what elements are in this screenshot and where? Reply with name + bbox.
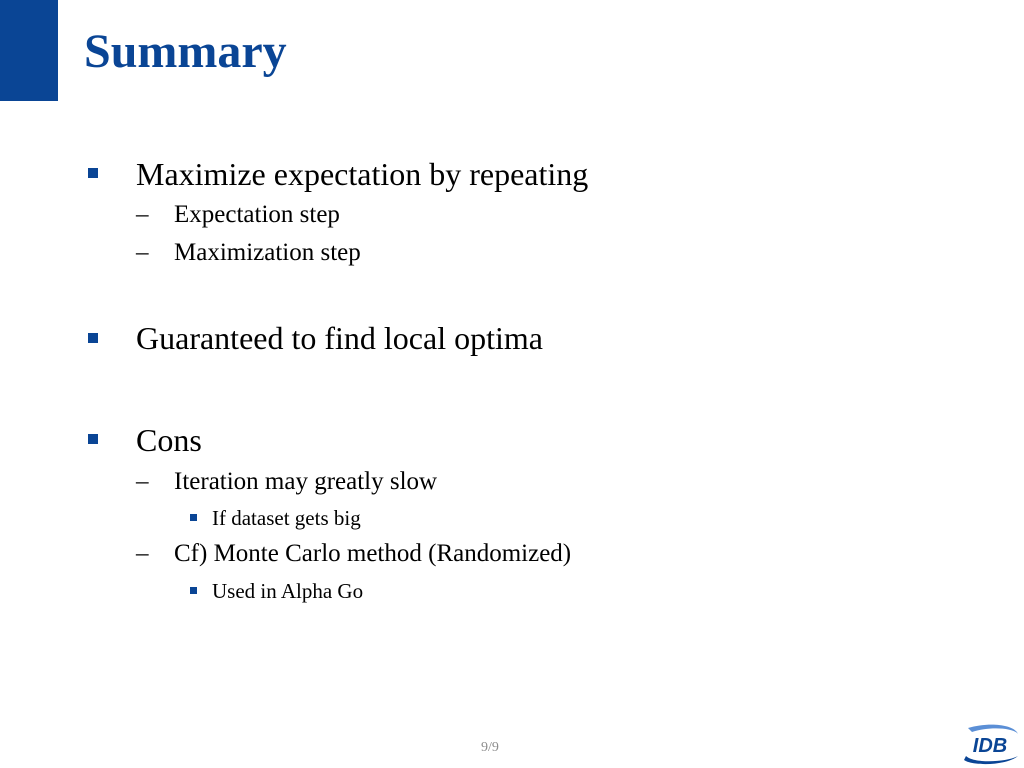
logo-text: IDB bbox=[972, 735, 1008, 757]
dash-bullet-icon: – bbox=[136, 540, 149, 567]
idb-logo-icon bbox=[958, 720, 1022, 768]
page-number: 9/9 bbox=[481, 740, 499, 755]
slide-title: Summary bbox=[84, 25, 287, 78]
square-bullet-icon bbox=[190, 587, 197, 594]
bullet-level1: Maximize expectation by repeating bbox=[136, 156, 589, 192]
dash-bullet-icon: – bbox=[136, 201, 149, 228]
dash-bullet-icon: – bbox=[136, 239, 149, 266]
bullet-level3: If dataset gets big bbox=[212, 506, 361, 530]
square-bullet-icon bbox=[88, 434, 98, 444]
bullet-level2: Iteration may greatly slow bbox=[174, 468, 438, 495]
bullet-level1: Guaranteed to find local optima bbox=[136, 320, 543, 356]
bullet-level1: Cons bbox=[136, 422, 202, 458]
square-bullet-icon bbox=[190, 514, 197, 521]
square-bullet-icon bbox=[88, 333, 98, 343]
bullet-level2: Expectation step bbox=[174, 201, 340, 228]
bullet-level2: Maximization step bbox=[174, 239, 361, 266]
bullet-level2: Cf) Monte Carlo method (Randomized) bbox=[174, 540, 572, 567]
bullet-level3: Used in Alpha Go bbox=[212, 579, 364, 603]
dash-bullet-icon: – bbox=[136, 468, 149, 495]
square-bullet-icon bbox=[88, 168, 98, 178]
